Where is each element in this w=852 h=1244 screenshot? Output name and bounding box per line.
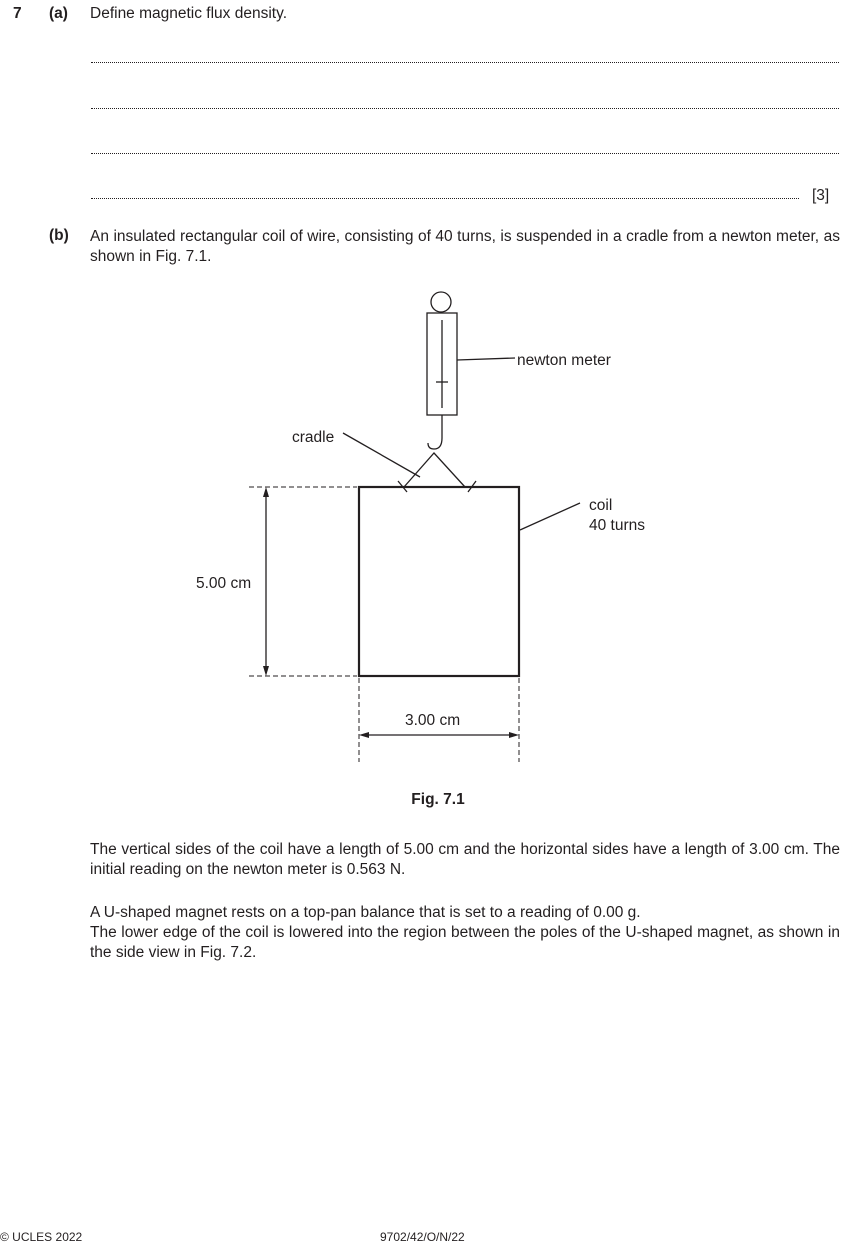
newton-meter-hook [428,415,442,449]
arrowhead-width-left [359,732,369,738]
leader-coil [520,503,580,530]
question-number: 7 [13,5,22,22]
arrowhead-width-right [509,732,519,738]
label-coil: coil [589,497,613,514]
label-cradle: cradle [292,429,335,446]
arrowhead-height-bottom [263,666,269,676]
arrowhead-height-top [263,487,269,497]
figure-caption: Fig. 7.1 [411,791,465,808]
leader-newton-meter [457,358,515,360]
part-b-para-2-line-2: The lower edge of the coil is lowered into the region between the poles of the U-shaped magnet, as shown in the side view in Fig. 7.2. [90,924,840,961]
cradle [404,453,465,487]
part-b-para-1: The vertical sides of the coil have a length of 5.00 cm and the horizontal sides have a length of 3.00 cm. The initial reading on the newton meter is 0.563 N. [90,841,840,878]
part-b-intro: An insulated rectangular coil of wire, consisting of 40 turns, is suspended in a cradle from a newton meter, as shown in Fig. 7.1. [90,228,840,265]
label-turns: 40 turns [589,517,646,534]
part-b-label: (b) [49,227,69,244]
coil-rectangle [359,487,519,676]
part-a-marks: [3] [812,187,830,204]
part-a-label: (a) [49,5,68,22]
part-b-para-2-line-1: A U-shaped magnet rests on a top-pan balance that is set to a reading of 0.00 g. [90,904,641,921]
footer-code: 9702/42/O/N/22 [380,1230,465,1244]
footer-copyright: © UCLES 2022 [0,1230,83,1244]
newton-meter-ring [431,292,451,312]
part-a-prompt: Define magnetic flux density. [90,5,288,22]
label-newton-meter: newton meter [517,352,611,369]
label-height: 5.00 cm [196,575,252,592]
leader-cradle [343,433,420,477]
label-width: 3.00 cm [405,712,461,729]
